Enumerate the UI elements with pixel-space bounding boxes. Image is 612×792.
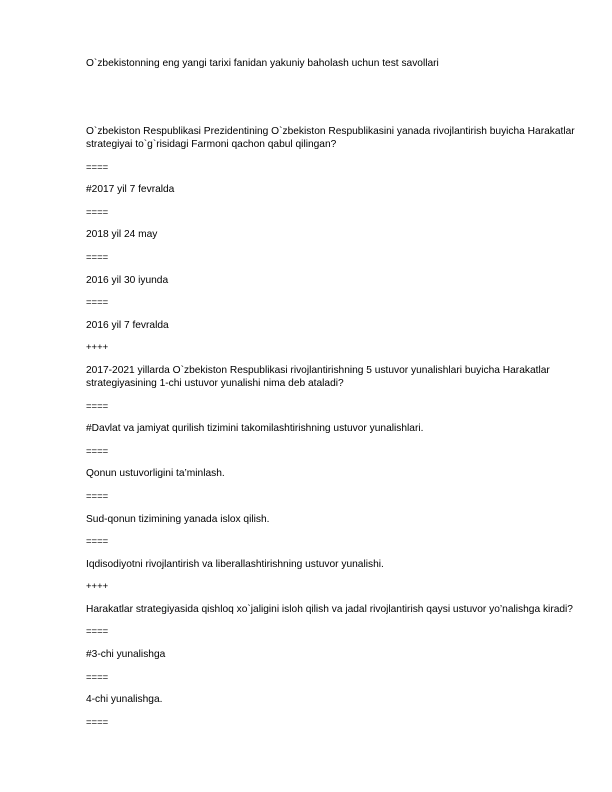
answer-option: #Davlat va jamiyat qurilish tizimini takomilashtirishning ustuvor yunalishlari.: [86, 423, 424, 435]
answer-option: 4-chi yunalishga.: [86, 694, 163, 706]
separator: ====: [86, 490, 109, 502]
answer-option: #3-chi yunalishga: [86, 649, 166, 661]
answer-option: 2018 yil 24 may: [86, 229, 158, 241]
question-1-text: O`zbekiston Respublikasi Prezidentining O`zbekiston Respublikasini yanada rivojlantirish buyicha Harakatlar strategiyai to`g`risidagi Farmoni qachon qabul qilingan?: [86, 126, 578, 150]
separator: ====: [86, 716, 109, 728]
question-separator: ++++: [86, 581, 109, 593]
separator: ====: [86, 297, 109, 309]
separator: ====: [86, 161, 109, 173]
answer-option: Sud-qonun tizimining yanada islox qilish.: [86, 513, 270, 525]
separator: ====: [86, 626, 109, 638]
separator: ====: [86, 251, 109, 263]
question-separator: ++++: [86, 342, 109, 354]
answer-option: Qonun ustuvorligini ta’minlash.: [86, 468, 225, 480]
separator: ====: [86, 445, 109, 457]
answer-option: Iqdisodiyotni rivojlantirish va liberallashtirishning ustuvor yunalishi.: [86, 558, 384, 570]
separator: ====: [86, 671, 109, 683]
separator: ====: [86, 536, 109, 548]
question-2-text: 2017-2021 yillarda O`zbekiston Respublikasi rivojlantirishning 5 ustuvor yunalishlari buyicha Harakatlar strategiyasining 1-chi ustuvor yunalishi nima deb ataladi?: [86, 364, 553, 389]
separator: ====: [86, 400, 109, 412]
document-body: [86, 125, 586, 738]
answer-option: #2017 yil 7 fevralda: [86, 184, 175, 196]
question-3-text: Harakatlar strategiyasida qishloq xo`jaligini isloh qilish va jadal rivojlantirish qaysi ustuvor yo’nalishga kiradi?: [86, 603, 573, 615]
document-title: O`zbekistonning eng yangi tarixi fanidan yakuniy baholash uchun test savollari: [86, 58, 439, 69]
answer-option: 2016 yil 7 fevralda: [86, 319, 169, 331]
answer-option: 2016 yil 30 iyunda: [86, 274, 169, 286]
separator: ====: [86, 206, 109, 218]
